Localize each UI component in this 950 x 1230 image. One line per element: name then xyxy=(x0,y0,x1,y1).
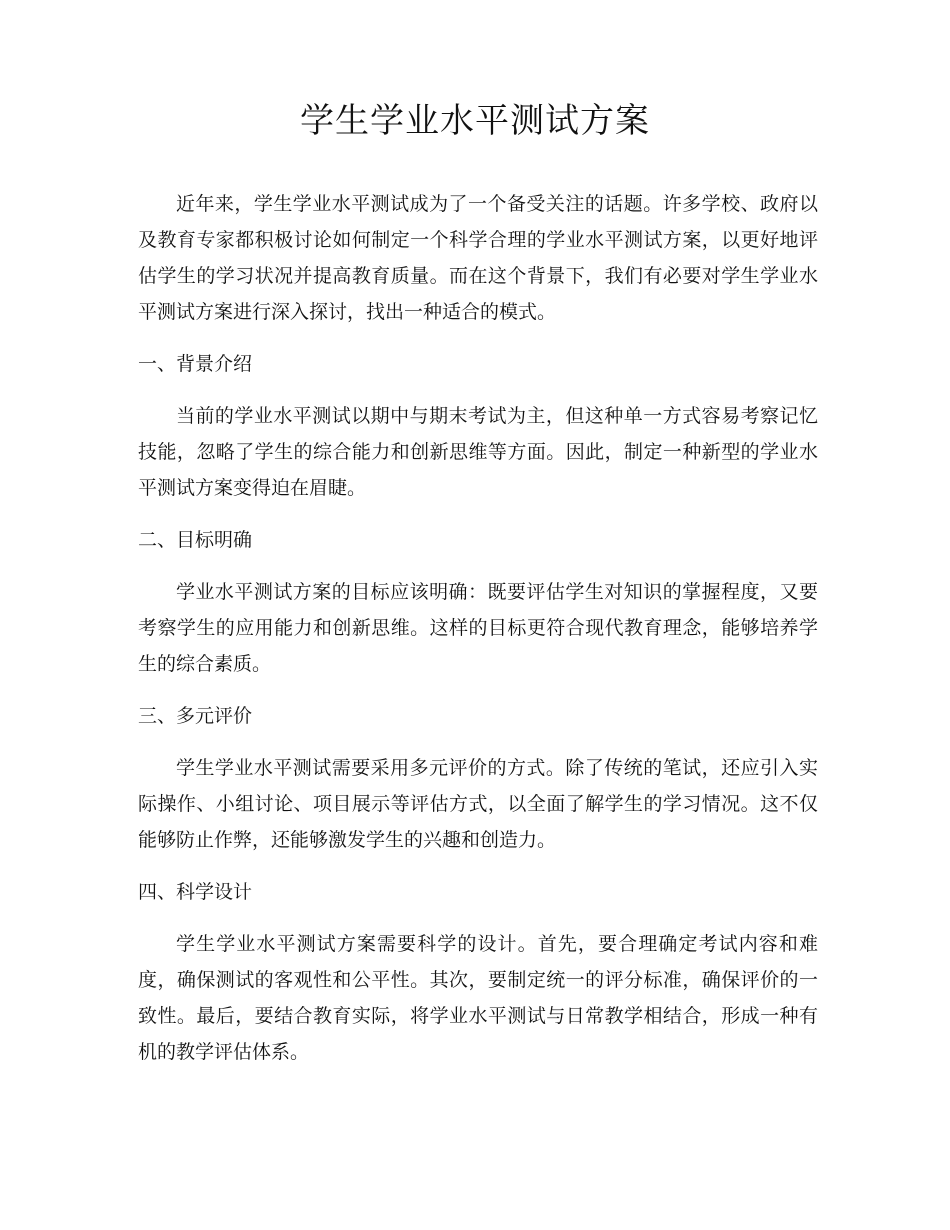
intro-paragraph: 近年来，学生学业水平测试成为了一个备受关注的话题。许多学校、政府以及教育专家都积极讨论如何制定一个科学合理的学业水平测试方案，以更好地评估学生的学习状况并提高教育质量。而在这个背景下，我们有必要对学生学业水平测试方案进行深入探讨，找出一种适合的模式。 xyxy=(138,193,818,323)
document-title: 学生学业水平测试方案 xyxy=(300,101,650,141)
section-heading-background: 一、背景介绍 xyxy=(138,353,253,375)
section-body-design: 学生学业水平测试方案需要科学的设计。首先，要合理确定考试内容和难度，确保测试的客观性和公平性。其次，要制定统一的评分标准，确保评价的一致性。最后，要结合教育实际，将学业水平测试与日常教学相结合，形成一种有机的教学评估体系。 xyxy=(138,933,818,1063)
section-heading-design: 四、科学设计 xyxy=(138,881,253,903)
section-body-background: 当前的学业水平测试以期中与期末考试为主，但这种单一方式容易考察记忆技能，忽略了学生的综合能力和创新思维等方面。因此，制定一种新型的学业水平测试方案变得迫在眉睫。 xyxy=(138,405,818,499)
section-body-goals: 学业水平测试方案的目标应该明确：既要评估学生对知识的掌握程度，又要考察学生的应用能力和创新思维。这样的目标更符合现代教育理念，能够培养学生的综合素质。 xyxy=(138,581,818,675)
section-heading-goals: 二、目标明确 xyxy=(138,529,253,551)
section-heading-evaluation: 三、多元评价 xyxy=(138,705,253,727)
document-body xyxy=(138,186,818,1070)
section-body-evaluation: 学生学业水平测试需要采用多元评价的方式。除了传统的笔试，还应引入实际操作、小组讨论、项目展示等评估方式，以全面了解学生的学习情况。这不仅能够防止作弊，还能够激发学生的兴趣和创造力。 xyxy=(138,757,818,851)
